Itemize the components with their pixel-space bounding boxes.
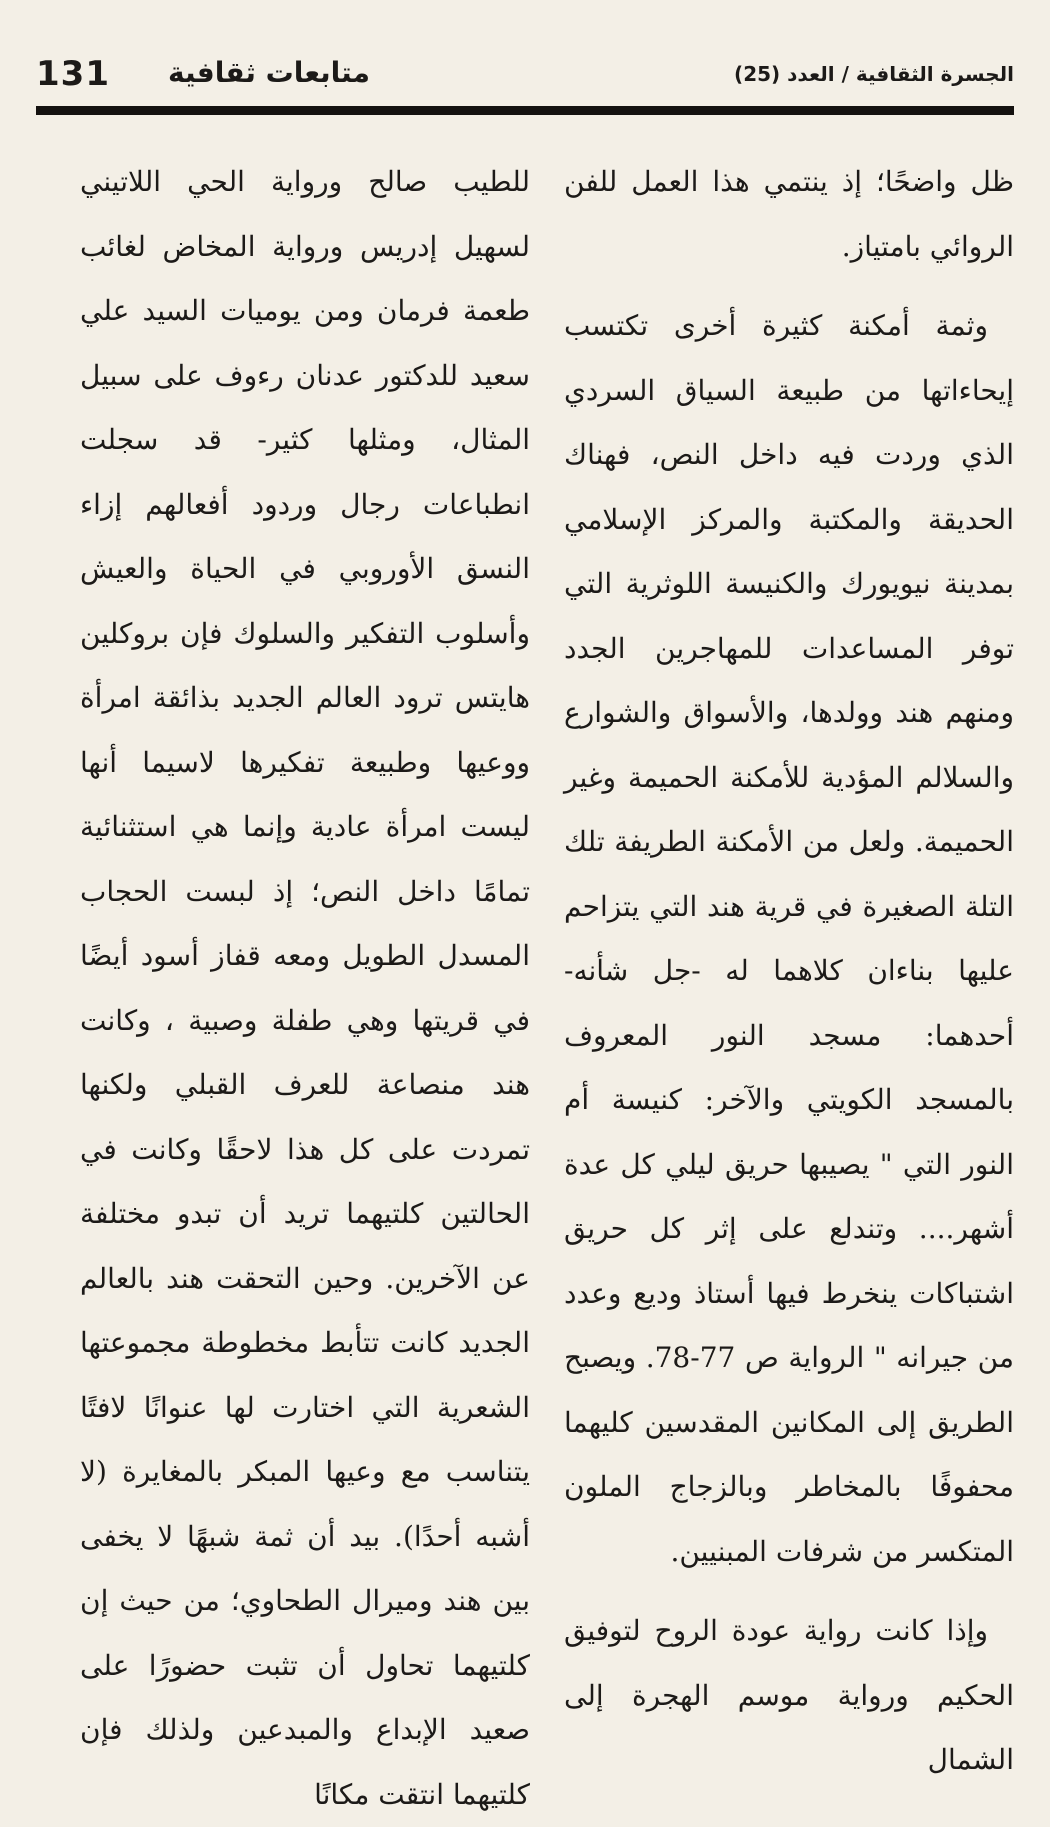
header-divider xyxy=(36,106,1014,115)
paragraph: للطيب صالح ورواية الحي اللاتيني لسهيل إدريس ورواية المخاض لغائب طعمة فرمان ومن يوميات السيد علي سعيد للدكتور عدنان رءوف على سبيل المثال، ومثلها كثير- قد سجلت انطباعات رجال وردود أفعالهم إزاء النسق الأوروبي في الحياة والعيش وأسلوب التفكير والسلوك فإن بروكلين هايتس ترود العالم الجديد بذائقة امرأة ووعيها وطبيعة تفكيرها لاسيما أنها ليست امرأة عادية وإنما هي استثنائية تمامًا داخل النص؛ إذ لبست الحجاب المسدل الطويل ومعه قفاز أسود أيضًا في قريتها وهي طفلة وصبية ، وكانت هند منصاعة للعرف القبلي ولكنها تمردت على كل هذا لاحقًا وكانت في الحالتين كلتيهما تريد أن تبدو مختلفة عن الآخرين. وحين التحقت هند بالعالم الجديد كانت تتأبط مخطوطة مجموعتها الشعرية التي اختارت لها عنوانًا لافتًا يتناسب مع وعيها المبكر بالمغايرة (لا أشبه أحدًا). بيد أن ثمة شبهًا لا يخفى بين هند وميرال الطحاوي؛ من حيث إن كلتيهما تحاول أن تثبت حضورًا على صعيد الإبداع والمبدعين ولذلك فإن كلتيهما انتقت مكانًا xyxy=(80,165,530,1811)
paragraph: ظل واضحًا؛ إذ ينتمي هذا العمل للفن الروائي بامتياز. xyxy=(564,165,1014,263)
left-column xyxy=(80,150,530,1827)
paragraph: وثمة أمكنة كثيرة أخرى تكتسب إيحاءاتها من طبيعة السياق السردي الذي وردت فيه داخل النص، فهناك الحديقة والمكتبة والمركز الإسلامي بمدينة نيويورك والكنيسة اللوثرية التي توفر المساعدات للمهاجرين الجدد ومنهم هند وولدها، والأسواق والشوارع والسلالم المؤدية للأمكنة الحميمة وغير الحميمة. ولعل من الأمكنة الطريفة تلك التلة الصغيرة في قرية هند التي يتزاحم عليها بناءان كلاهما له -جل شأنه- أحدهما: مسجد النور المعروف بالمسجد الكويتي والآخر: كنيسة أم النور التي " يصيبها حريق ليلي كل عدة أشهر.... وتندلع على إثر كل حريق اشتباكات ينخرط فيها أستاذ وديع وعدد من جيرانه " الرواية ص 77-78. ويصبح الطريق إلى المكانين المقدسين كليهما محفوفًا بالمخاطر وبالزجاج الملون المتكسر من شرفات المبنيين. xyxy=(564,309,1014,1568)
right-column xyxy=(564,150,1014,1793)
paragraph: وإذا كانت رواية عودة الروح لتوفيق الحكيم ورواية موسم الهجرة إلى الشمال xyxy=(564,1614,1014,1776)
journal-issue: الجسرة الثقافية / العدد (25) xyxy=(734,62,1014,86)
section-title: متابعات ثقافية xyxy=(168,56,370,89)
page-number: 131 xyxy=(36,54,110,94)
page-header xyxy=(36,40,1014,100)
